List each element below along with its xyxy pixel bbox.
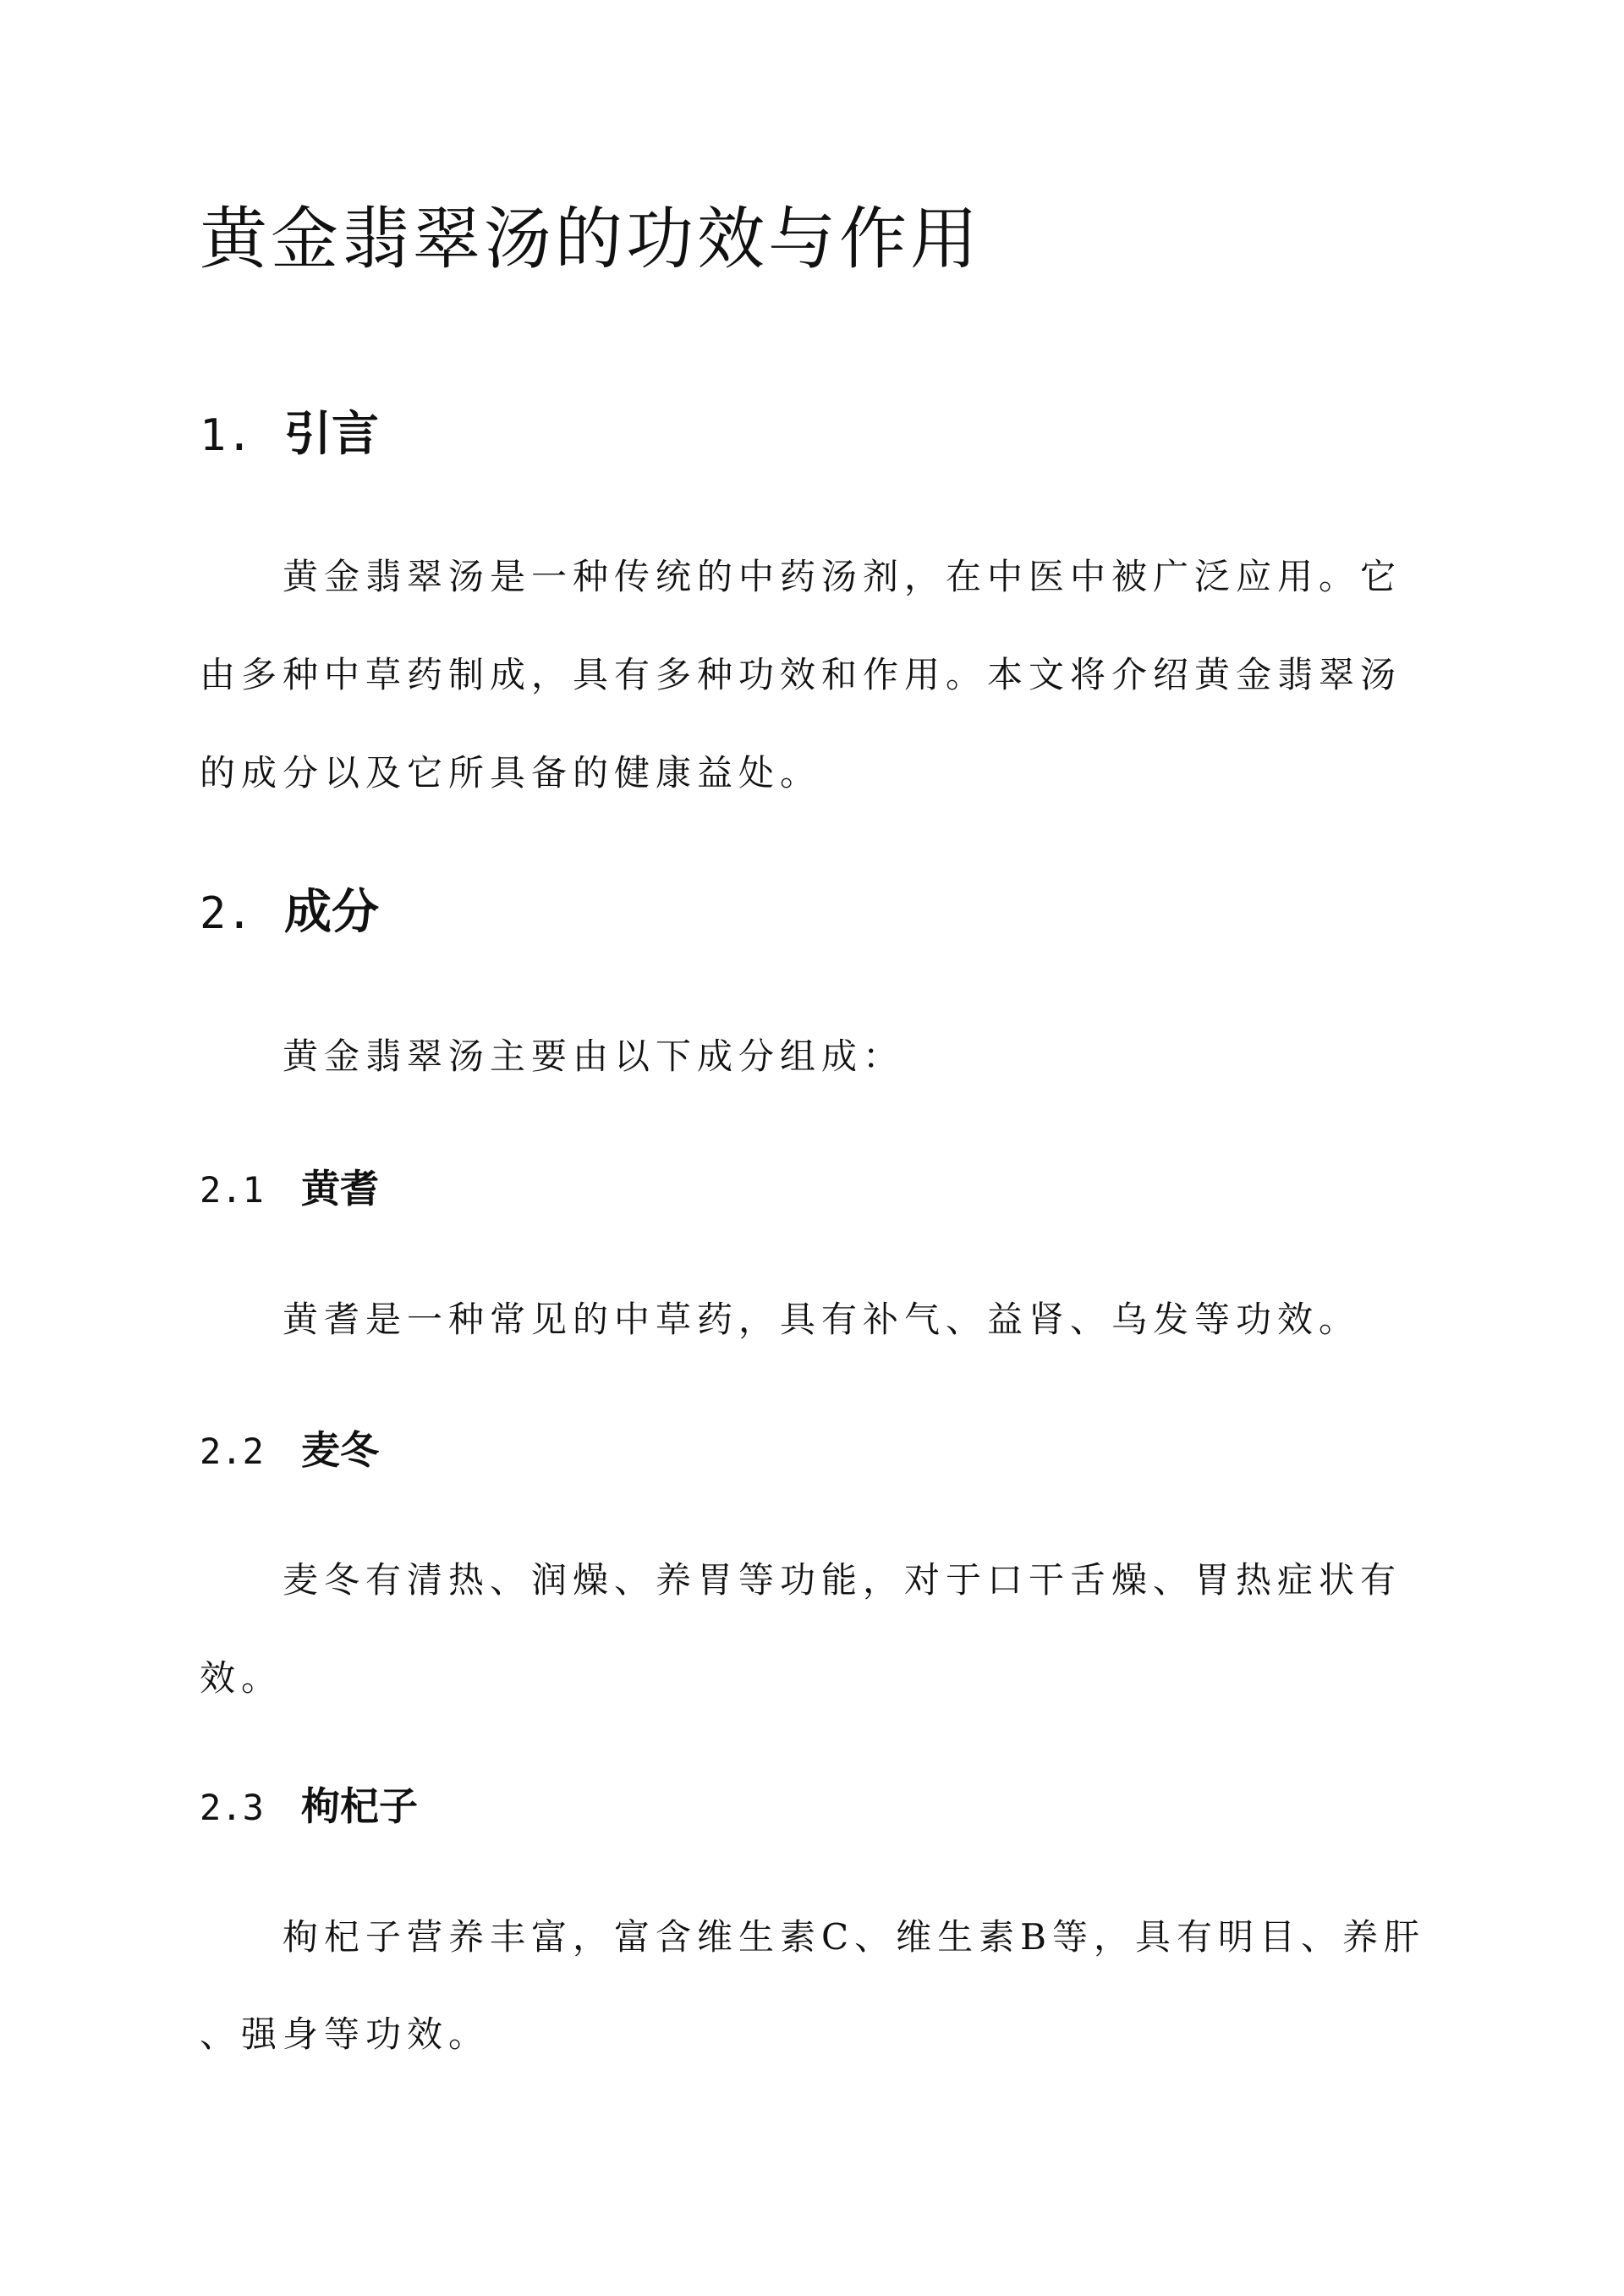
section-heading-text: 引言 [284, 406, 379, 462]
paragraph-line: 枸杞子营养丰富，富含维生素C、维生素B等，具有明目、养肝 [283, 1916, 1426, 1958]
paragraph-line: 黄金翡翠汤主要由以下成分组成： [283, 1035, 905, 1077]
subsection-heading-huangqi [200, 1163, 379, 1216]
paragraph-line: 、强身等功效。 [200, 2013, 491, 2055]
subsection-number: 2.1 [200, 1169, 264, 1211]
section-heading-introduction [200, 404, 379, 465]
section-heading-ingredients [200, 882, 379, 943]
subsection-heading-maidong [200, 1425, 379, 1477]
paragraph-line: 黄耆是一种常见的中草药，具有补气、益肾、乌发等功效。 [283, 1299, 1361, 1340]
subsection-number: 2.3 [200, 1787, 264, 1828]
subsection-number: 2.2 [200, 1431, 264, 1472]
subsection-heading-text: 黄耆 [301, 1166, 379, 1211]
paragraph-line: 黄金翡翠汤是一种传统的中药汤剂，在中医中被广泛应用。它 [283, 556, 1402, 597]
subsection-heading-text: 麦冬 [301, 1427, 379, 1473]
subsection-heading-gouqizi [200, 1781, 418, 1833]
section-number: 1. [200, 410, 253, 461]
paragraph-line: 效。 [200, 1657, 283, 1699]
paragraph-line: 的成分以及它所具备的健康益处。 [200, 752, 822, 794]
subsection-heading-text: 枸杞子 [301, 1783, 418, 1829]
section-number: 2. [200, 888, 253, 939]
section-heading-text: 成分 [284, 884, 379, 940]
paragraph-line: 由多种中草药制成，具有多种功效和作用。本文将介绍黄金翡翠汤 [200, 654, 1402, 695]
document-title: 黄金翡翠汤的功效与作用 [200, 200, 981, 278]
paragraph-line: 麦冬有清热、润燥、养胃等功能，对于口干舌燥、胃热症状有 [283, 1559, 1402, 1601]
